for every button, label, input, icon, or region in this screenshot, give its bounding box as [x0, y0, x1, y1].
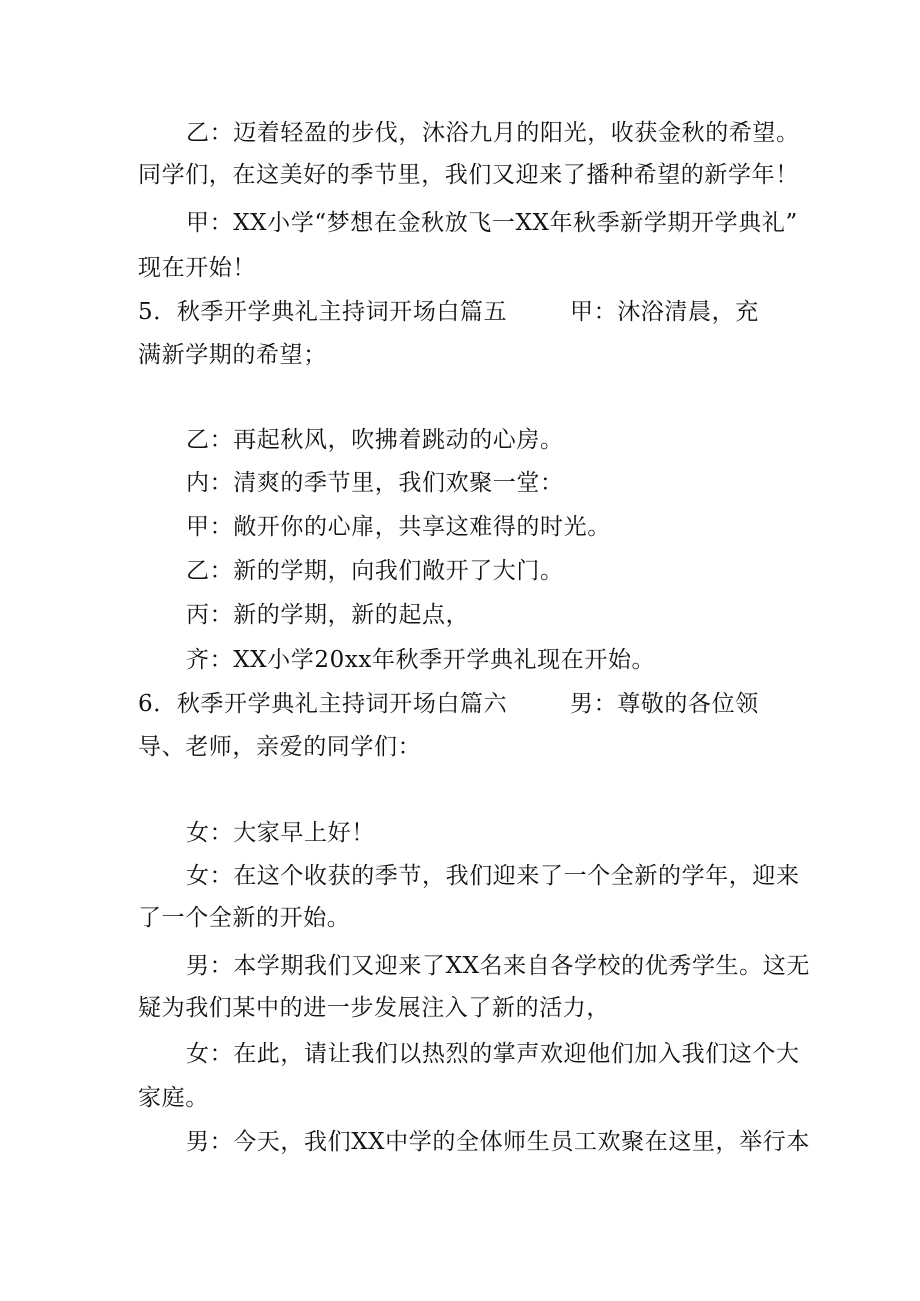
- paragraph-line: 内：清爽的季节里，我们欢聚一堂：: [186, 470, 564, 496]
- paragraph-line: 乙：迈着轻盈的步伐，沐浴九月的阳光，收获金秋的希望。: [186, 120, 800, 146]
- paragraph-line: 满新学期的希望；: [138, 342, 327, 368]
- section-5-continuation: 甲：沐浴清晨，充: [570, 299, 759, 325]
- paragraph-line: 男：本学期我们又迎来了XX名来自各学校的优秀学生。这无: [186, 953, 810, 979]
- paragraph-line: 导、老师，亲爱的同学们：: [138, 734, 422, 760]
- paragraph-line: 乙：新的学期，向我们敞开了大门。: [186, 558, 564, 584]
- paragraph-line: 女：在这个收获的季节，我们迎来了一个全新的学年，迎来: [186, 863, 800, 889]
- paragraph-line: 甲：敞开你的心扉，共享这难得的时光。: [186, 514, 611, 540]
- paragraph-line: 家庭。: [138, 1085, 209, 1111]
- paragraph-line: 甲：XX小学“梦想在金秋放飞一XX年秋季新学期开学典礼”: [186, 210, 798, 236]
- paragraph-line: 齐：XX小学20xx年秋季开学典礼现在开始。: [186, 647, 656, 673]
- paragraph-line: 女：大家早上好！: [186, 820, 375, 846]
- paragraph-line: 乙：再起秋风，吹拂着跳动的心房。: [186, 427, 564, 453]
- paragraph-line: 男：今天，我们XX中学的全体师生员工欢聚在这里，举行本: [186, 1129, 810, 1155]
- paragraph-line: 丙：新的学期，新的起点，: [186, 602, 470, 628]
- section-6-continuation: 男：尊敬的各位领: [570, 691, 759, 717]
- paragraph-line: 女：在此，请让我们以热烈的掌声欢迎他们加入我们这个大: [186, 1041, 800, 1067]
- section-5-heading: 5．秋季开学典礼主持词开场白篇五: [138, 299, 508, 325]
- paragraph-line: 了一个全新的开始。: [138, 905, 351, 931]
- section-6-heading: 6．秋季开学典礼主持词开场白篇六: [138, 691, 508, 717]
- paragraph-line: 疑为我们某中的进一步发展注入了新的活力，: [138, 995, 610, 1021]
- paragraph-line: 现在开始！: [138, 255, 256, 281]
- paragraph-line: 同学们，在这美好的季节里，我们又迎来了播种希望的新学年！: [138, 162, 799, 188]
